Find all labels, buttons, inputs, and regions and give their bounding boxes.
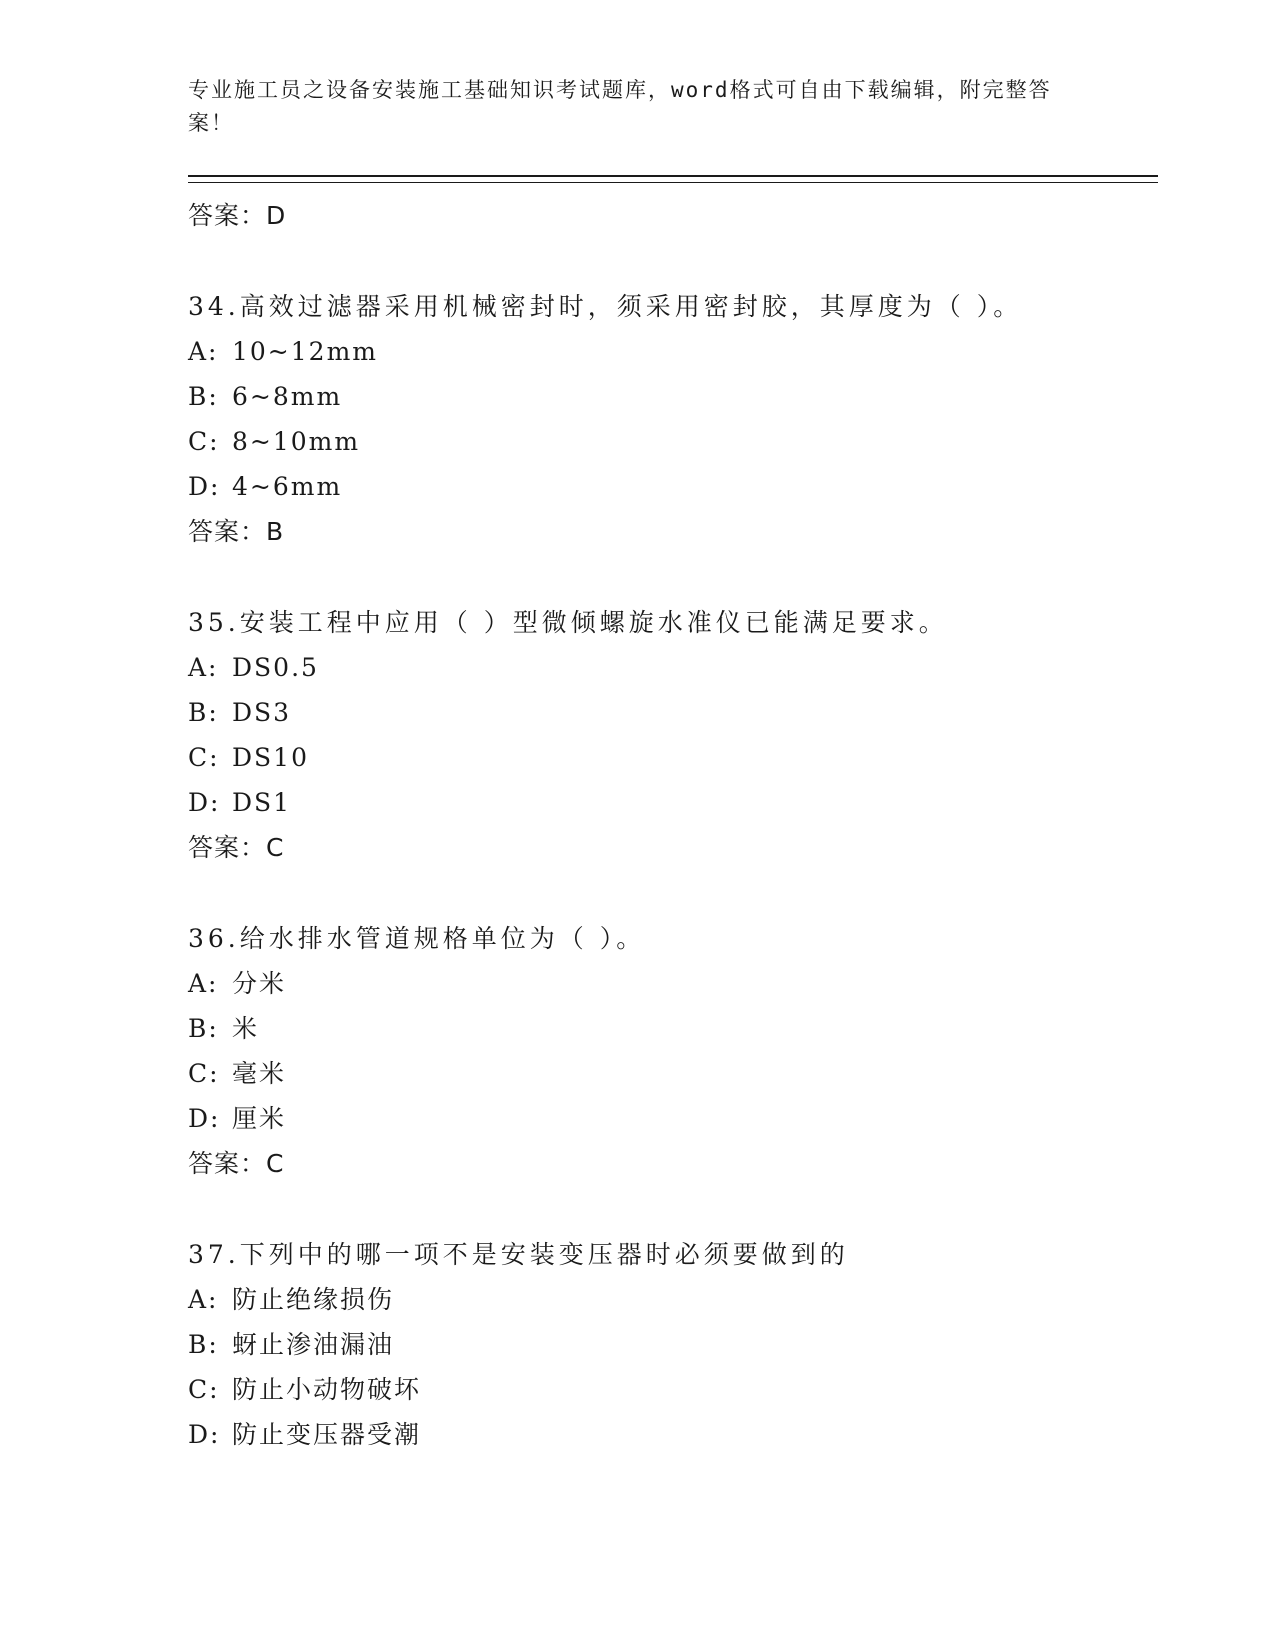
answer-value: B xyxy=(266,517,285,546)
option-letter: B: xyxy=(188,698,219,727)
header-divider xyxy=(188,175,1158,183)
question-item xyxy=(188,606,1158,865)
option-c xyxy=(188,1057,1158,1091)
option-c xyxy=(188,425,1158,459)
option-a xyxy=(188,967,1158,1001)
option-text: 厘米 xyxy=(232,1104,287,1133)
option-letter: C: xyxy=(188,427,220,456)
question-stem: 36.给水排水管道规格单位为（ ）。 xyxy=(188,924,646,953)
answer-value: C xyxy=(266,833,285,862)
answer-line xyxy=(188,1147,1158,1181)
option-d xyxy=(188,1418,1158,1452)
option-letter: A: xyxy=(188,337,219,366)
option-text: 蚜止渗油漏油 xyxy=(232,1330,395,1359)
option-letter: B: xyxy=(188,382,219,411)
option-letter: C: xyxy=(188,743,220,772)
option-letter: A: xyxy=(188,653,219,682)
answer-label: 答案： xyxy=(188,833,267,862)
option-letter: C: xyxy=(188,1059,220,1088)
option-a xyxy=(188,1283,1158,1317)
question-item xyxy=(188,1238,1158,1452)
answer-line xyxy=(188,831,1158,865)
option-b xyxy=(188,1328,1158,1362)
answer-value: D xyxy=(266,201,287,230)
option-text: 防止小动物破坏 xyxy=(232,1375,422,1404)
option-letter: B: xyxy=(188,1014,219,1043)
option-letter: D: xyxy=(188,472,221,501)
option-text: DS0.5 xyxy=(232,653,319,682)
question-stem: 37.下列中的哪一项不是安装变压器时必须要做到的 xyxy=(188,1240,849,1269)
option-d xyxy=(188,786,1158,820)
option-b xyxy=(188,1012,1158,1046)
option-c xyxy=(188,1373,1158,1407)
question-stem: 35.安装工程中应用（ ）型微倾螺旋水准仪已能满足要求。 xyxy=(188,608,948,637)
question-item xyxy=(188,922,1158,1181)
option-letter: D: xyxy=(188,1420,221,1449)
answer-value: C xyxy=(266,1149,285,1178)
option-text: 毫米 xyxy=(232,1059,287,1088)
answer-line xyxy=(188,515,1158,549)
option-c xyxy=(188,741,1158,775)
question-stem: 34.高效过滤器采用机械密封时，须采用密封胶，其厚度为（ ）。 xyxy=(188,292,1023,321)
option-b xyxy=(188,380,1158,414)
option-text: 防止变压器受潮 xyxy=(232,1420,422,1449)
option-text: 6~8mm xyxy=(232,382,343,411)
option-letter: B: xyxy=(188,1330,219,1359)
option-letter: A: xyxy=(188,1285,219,1314)
answer-label: 答案： xyxy=(188,517,267,546)
answer-line xyxy=(188,199,1158,233)
answer-label: 答案： xyxy=(188,1149,267,1178)
document-page xyxy=(188,74,1158,1452)
answer-label: 答案： xyxy=(188,201,267,230)
option-letter: A: xyxy=(188,969,219,998)
option-letter: C: xyxy=(188,1375,220,1404)
option-d xyxy=(188,1102,1158,1136)
option-text: 4~6mm xyxy=(232,472,343,501)
option-text: 防止绝缘损伤 xyxy=(232,1285,395,1314)
option-a xyxy=(188,651,1158,685)
option-text: 8~10mm xyxy=(232,427,361,456)
option-text: DS10 xyxy=(232,743,309,772)
option-text: 10~12mm xyxy=(232,337,378,366)
option-text: 米 xyxy=(232,1014,260,1043)
option-text: 分米 xyxy=(232,969,287,998)
option-text: DS1 xyxy=(232,788,292,817)
option-b xyxy=(188,696,1158,730)
option-letter: D: xyxy=(188,788,221,817)
option-text: DS3 xyxy=(232,698,292,727)
document-header-text: 专业施工员之设备安装施工基础知识考试题库，word格式可自由下载编辑，附完整答案！ xyxy=(188,78,1052,135)
option-a xyxy=(188,335,1158,369)
option-letter: D: xyxy=(188,1104,221,1133)
option-d xyxy=(188,470,1158,504)
question-item xyxy=(188,290,1158,549)
